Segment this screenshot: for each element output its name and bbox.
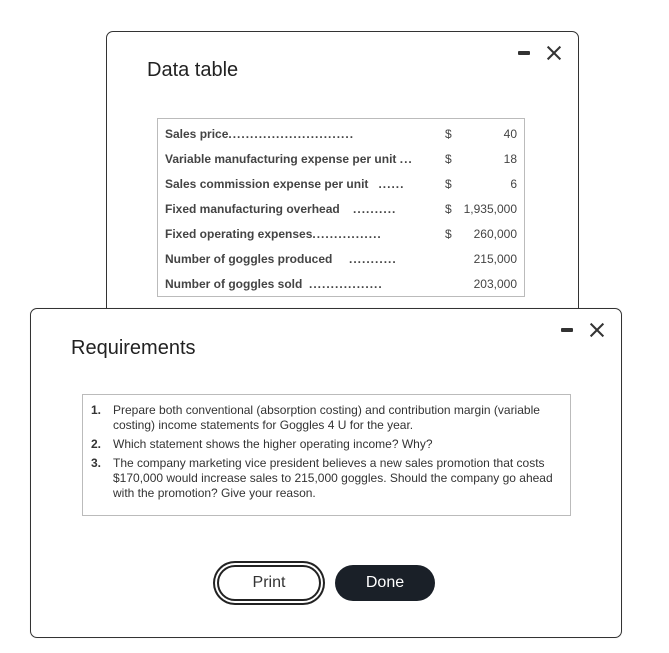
row-label: Sales commission expense per unit [165,176,369,191]
close-icon[interactable] [589,322,605,338]
row-value: 215,000 [473,251,517,266]
row-currency [445,271,461,296]
table-row: Number of goggles sold ................. 203,000 [158,271,524,296]
data-dialog-title: Data table [147,59,239,81]
item-text: The company marketing vice president believes a new sales promotion that costs $170,000 would increase sales to 215,000 goggles. Should the company go ahead with the promotion? Give your reason. [113,456,553,500]
row-label: Fixed manufacturing overhead [165,201,340,216]
item-text: Prepare both conventional (absorption costing) and contribution margin (variable costing) income statements for Goggles 4 U for the year. [113,403,540,432]
table-row: Sales commission expense per unit ...... $ 6 [158,171,524,196]
table-row: Fixed operating expenses................ $ 260,000 [158,221,524,246]
data-dialog-window-controls [518,45,562,61]
table-row: Variable manufacturing expense per unit ... $ 18 [158,146,524,171]
data-table-dialog [106,31,579,331]
item-number: 1. [91,403,102,417]
row-currency [445,246,461,271]
requirements-dialog-window-controls [561,322,605,338]
close-icon[interactable] [546,45,562,61]
item-number: 2. [91,437,102,451]
data-table [157,118,525,297]
table-row: Number of goggles produced ........... 215,000 [158,246,524,271]
list-item [91,403,560,433]
item-number: 3. [91,456,102,470]
requirements-dialog-title: Requirements [71,337,196,359]
item-text: Which statement shows the higher operating income? Why? [113,437,433,451]
table-row: Fixed manufacturing overhead .......... $ 1,935,000 [158,196,524,221]
row-label: Number of goggles produced [165,251,333,266]
row-currency: $ [445,201,452,216]
row-value: 203,000 [473,276,517,291]
minimize-icon[interactable] [518,51,530,55]
row-value: 1,935,000 [463,201,517,216]
row-label: Sales price [165,126,229,141]
row-currency: $ [445,226,452,241]
requirements-list-box [82,394,571,516]
row-label: Fixed operating expenses [165,226,313,241]
row-currency: $ [445,176,452,191]
row-value: 6 [510,176,517,191]
minimize-icon[interactable] [561,328,573,332]
row-value: 40 [503,126,517,141]
done-button[interactable]: Done [335,565,435,601]
row-currency: $ [445,126,452,141]
row-label: Variable manufacturing expense per unit [165,151,397,166]
print-button[interactable]: Print [217,565,321,601]
row-value: 18 [503,151,517,166]
list-item [91,456,560,501]
row-currency: $ [445,151,452,166]
table-row: Sales price............................. $ 40 [158,119,524,146]
row-value: 260,000 [473,226,517,241]
row-label: Number of goggles sold [165,276,303,291]
requirements-dialog [30,308,622,638]
list-item [91,437,560,452]
